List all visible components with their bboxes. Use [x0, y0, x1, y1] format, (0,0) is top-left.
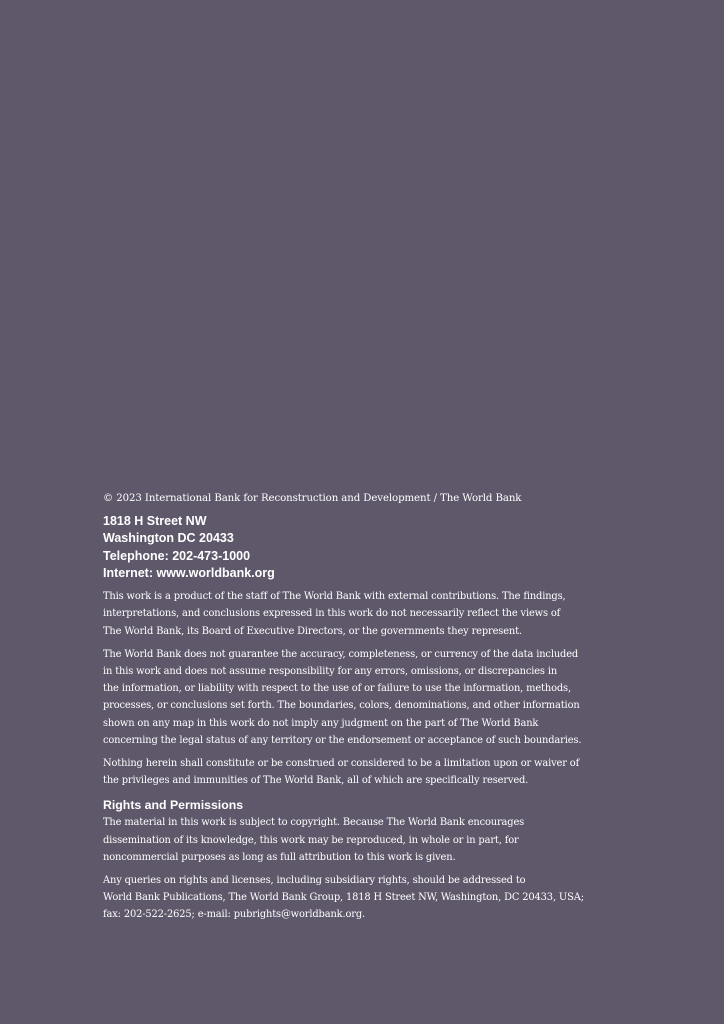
copyright-page-content	[103, 490, 603, 930]
internet-address: Internet: www.worldbank.org	[103, 565, 275, 580]
paragraph-line: fax: 202-522-2625; e-mail: pubrights@worldbank.org.	[103, 909, 365, 921]
copyright-notice: © 2023 International Bank for Reconstruction and Development / The World Bank	[103, 493, 522, 504]
paragraph-line: This work is a product of the staff of The World Bank with external contributions. The findings,	[103, 591, 566, 603]
paragraph-line: processes, or conclusions set forth. The boundaries, colors, denominations, and other information	[103, 700, 580, 712]
rights-heading: Rights and Permissions	[103, 798, 244, 813]
telephone: Telephone: 202-473-1000	[103, 548, 251, 563]
paragraph-line: The material in this work is subject to copyright. Because The World Bank encourages	[103, 817, 525, 829]
rights-paragraph-copyright	[103, 814, 603, 866]
paragraph-line: interpretations, and conclusions expressed in this work do not necessarily reflect the views of	[103, 608, 561, 620]
city-address: Washington DC 20433	[103, 531, 234, 546]
paragraph-line: Any queries on rights and licenses, including subsidiary rights, should be addressed to	[103, 875, 526, 887]
disclaimer-paragraph-accuracy	[103, 646, 603, 749]
paragraph-line: dissemination of its knowledge, this work may be reproduced, in whole or in part, for	[103, 834, 519, 846]
paragraph-line: Nothing herein shall constitute or be construed or considered to be a limitation upon or waiver of	[103, 758, 580, 770]
disclaimer-paragraph-staff	[103, 588, 603, 640]
paragraph-line: concerning the legal status of any territory or the endorsement or acceptance of such boundaries.	[103, 734, 582, 746]
rights-paragraph-queries	[103, 872, 603, 924]
street-address: 1818 H Street NW	[103, 514, 207, 528]
paragraph-line: the privileges and immunities of The World Bank, all of which are specifically reserved.	[103, 775, 529, 787]
paragraph-line: the information, or liability with respect to the use of or failure to use the information, methods,	[103, 683, 571, 695]
paragraph-line: The World Bank does not guarantee the accuracy, completeness, or currency of the data included	[103, 648, 579, 660]
paragraph-line: noncommercial purposes as long as full attribution to this work is given.	[103, 851, 456, 863]
paragraph-line: in this work and does not assume responsibility for any errors, omissions, or discrepancies in	[103, 666, 558, 677]
paragraph-line: The World Bank, its Board of Executive Directors, or the governments they represent.	[103, 625, 522, 637]
address-block	[103, 513, 603, 582]
paragraph-line: shown on any map in this work do not imply any judgment on the part of The World Bank	[103, 717, 539, 729]
paragraph-line: World Bank Publications, The World Bank Group, 1818 H Street NW, Washington, DC 20433, USA;	[103, 892, 584, 904]
disclaimer-paragraph-immunities	[103, 755, 603, 789]
